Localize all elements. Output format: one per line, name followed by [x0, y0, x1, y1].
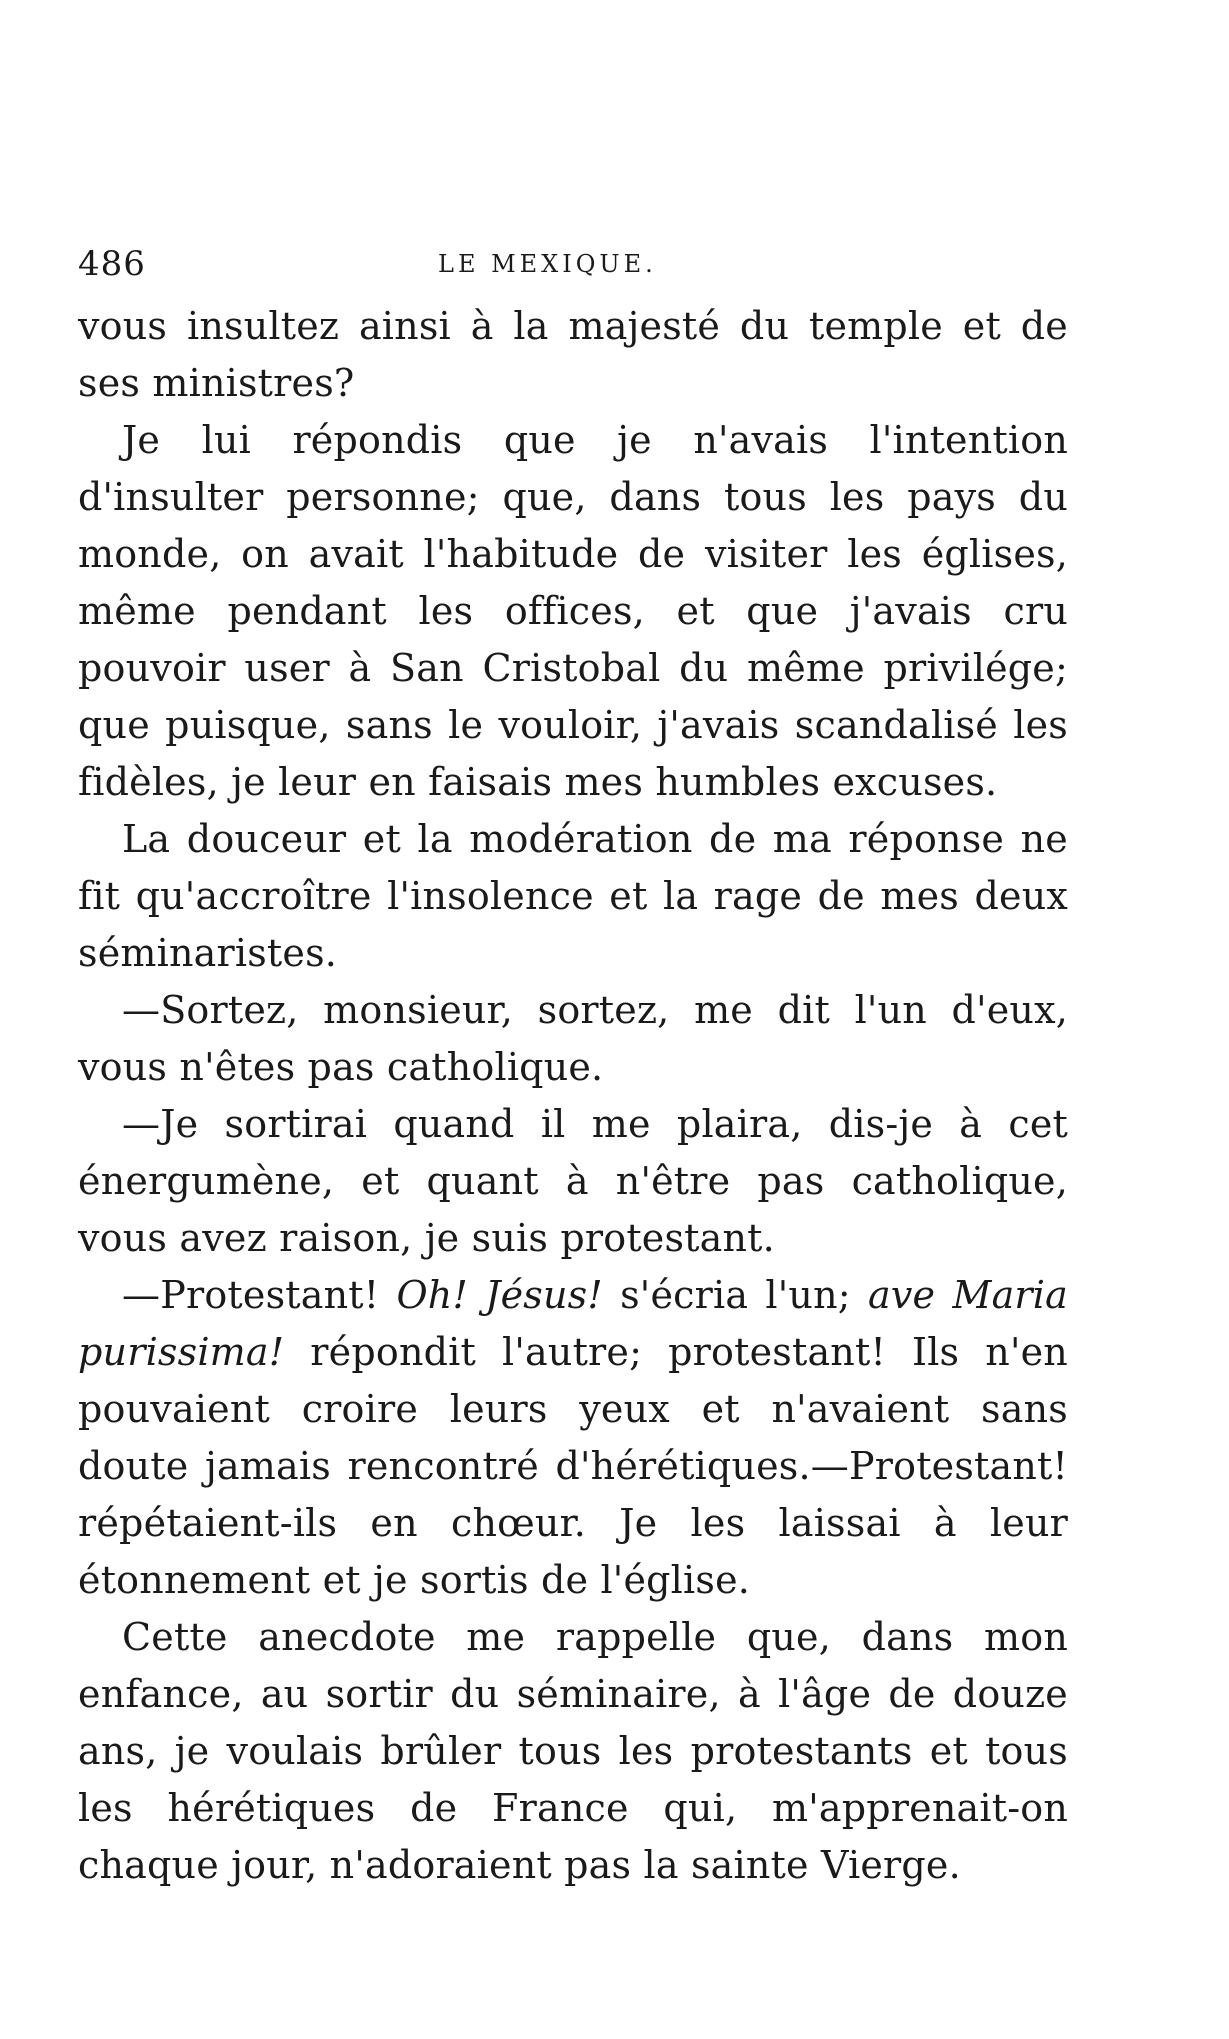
paragraph-anecdote: Cette anecdote me rappelle que, dans mon enfance, au sortir du séminaire, à l'âge de douze ans, je voulais brûler tous les protestants et tous les hérétiques de France qui, m'apprenait-on chaque jour, n'adoraient pas la sainte Vierge.	[78, 1615, 1068, 1887]
page-header	[78, 244, 1068, 288]
page-number: 486	[78, 244, 146, 284]
dialogue-sortez: —Sortez, monsieur, sortez, me dit l'un d'eux, vous n'êtes pas catholique.	[78, 988, 1068, 1089]
paragraph-reply: Je lui répondis que je n'avais l'intention d'insulter personne; que, dans tous les pays du monde, on avait l'habitude de visiter les églises, même pendant les offices, et que j'avais cru pouvoir user à San Cristobal du même privilége; que puisque, sans le vouloir, j'avais scandalisé les fidèles, je leur en faisais mes humbles excuses.	[78, 418, 1068, 804]
body-text	[78, 298, 1068, 1894]
dialogue-protestant-part1: —Protestant!	[122, 1273, 397, 1317]
paragraph-insolence: La douceur et la modération de ma réponse ne fit qu'accroître l'insolence et la rage de mes deux séminaristes.	[78, 817, 1068, 975]
book-page	[78, 244, 1068, 1894]
paragraph-continuation: vous insultez ainsi à la majesté du temple et de ses ministres?	[78, 304, 1068, 405]
running-title: LE MEXIQUE.	[438, 250, 657, 278]
dialogue-protestant-part3: répondit l'autre; protestant! Ils n'en pouvaient croire leurs yeux et n'avaient sans doute jamais rencontré d'hérétiques.—Protestant! répétaient-ils en chœur. Je les laissai à leur étonnement et je sortis de l'église.	[78, 1330, 1068, 1602]
dialogue-protestant-part2: s'écria l'un;	[602, 1273, 869, 1317]
dialogue-je-sortirai: —Je sortirai quand il me plaira, dis-je à cet énergumène, et quant à n'être pas catholique, vous avez raison, je suis protestant.	[78, 1102, 1068, 1260]
exclamation-oh-jesus: Oh! Jésus!	[396, 1273, 603, 1317]
exclamation-ave-maria: ave Maria purissima!	[78, 1273, 1068, 1374]
dialogue-protestant	[78, 1267, 1068, 1609]
